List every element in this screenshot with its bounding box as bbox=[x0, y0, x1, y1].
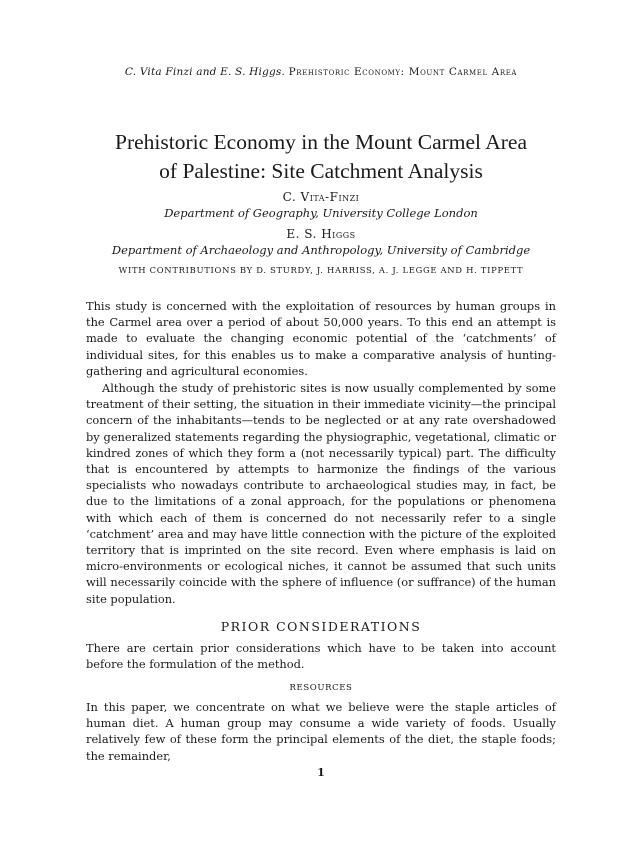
page-number: 1 bbox=[317, 766, 325, 779]
author-1 bbox=[0, 190, 642, 204]
paper-title-line-1: Prehistoric Economy in the Mount Carmel Area bbox=[115, 130, 527, 154]
paragraph-2: Although the study of prehistoric sites is now usually complemented by some treatment of their setting, the situation in their immediate vicinity—the principal concern of the inhabitants—tends to be neglected or at any rate overshadowed by generalized statements regarding the physiographic, vegetational, climatic or kindred zones of which they form a (not necessarily typical) part. The difficulty that is encountered by attempts to harmonize the findings of the various specialists who nowadays contribute to archaeological studies may, in fact, be due to the limitations of a zonal approach, for the populations or phenomena with which each of them is concerned do not necessarily refer to a single ‘catchment’ area and may have little connection with the picture of the exploited territory that is imprinted on the site record. Even where emphasis is laid on micro-environments or ecological niches, it cannot be assumed that such units will necessarily coincide with the sphere of influence (or suffrance) of the human site population. bbox=[86, 381, 556, 606]
contributions-line: WITH CONTRIBUTIONS BY D. STURDY, J. HARRISS, A. J. LEGGE AND H. TIPPETT bbox=[118, 265, 524, 275]
running-head-authors: C. Vita Finzi and E. S. Higgs. bbox=[124, 66, 286, 78]
running-head-title: Prehistoric Economy: Mount Carmel Area bbox=[288, 66, 518, 78]
subheading-resources: RESOURCES bbox=[289, 683, 353, 693]
paper-title bbox=[70, 128, 572, 186]
paper-title-line-2: of Palestine: Site Catchment Analysis bbox=[159, 159, 483, 183]
author-2 bbox=[0, 227, 642, 241]
running-head bbox=[0, 66, 642, 78]
author-2-name: E. S. Higgs bbox=[286, 227, 356, 241]
author-2-affiliation: Department of Archaeology and Anthropology, University of Cambridge bbox=[111, 243, 531, 257]
author-1-name: C. Vita-Finzi bbox=[282, 190, 360, 204]
author-1-affiliation: Department of Geography, University College London bbox=[164, 206, 478, 220]
section-heading-prior-considerations: PRIOR CONSIDERATIONS bbox=[220, 619, 422, 634]
section-intro-paragraph: There are certain prior considerations which have to be taken into account before the formulation of the method. bbox=[86, 641, 556, 672]
resources-paragraph: In this paper, we concentrate on what we believe were the staple articles of human diet. A human group may consume a wide variety of foods. Usually relatively few of these form the principal elements of the diet, the staple foods; the remainder, bbox=[86, 700, 556, 763]
paragraph-1: This study is concerned with the exploitation of resources by human groups in the Carmel area over a period of about 50,000 years. To this end an attempt is made to evaluate the changing economic potential of the ‘catchments’ of individual sites, for this enables us to make a comparative analysis of hunting-gathering and agricultural economies. bbox=[86, 299, 556, 378]
